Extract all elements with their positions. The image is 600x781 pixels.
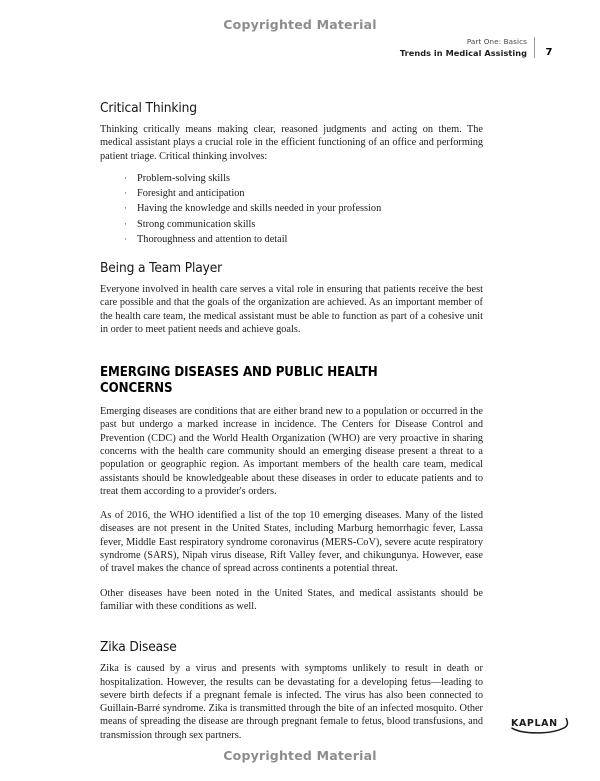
running-head-part: Part One: Basics — [466, 37, 527, 46]
kaplan-logo-icon — [509, 712, 575, 738]
list-item — [124, 217, 483, 232]
paragraph-emerging-diseases-overview: Emerging diseases are conditions that are either brand new to a population or occurred in the past but undergo a marked increase in incidence. The Centers for Disease Control and Prevention (CDC) and the World Health Organization (WHO) are very proactive in sharing concerns with the health care community should an emerging disease present a threat to a population or geographic region. As important members of the health care team, medical assistants should be knowledgeable about these diseases in order to educate patients and to treat them according to a provider's orders. — [100, 406, 483, 497]
copyright-watermark-bottom: Copyrighted Material — [223, 748, 377, 763]
bullet-icon: · — [124, 218, 127, 229]
paragraph-zika-disease: Zika is caused by a virus and presents with symptoms unlikely to result in death or hospitalization. However, the results can be devastating for a developing fetus—leading to severe birth defects if a pregnant female is infected. The virus has also been connected to Guillain-Barré syndrome. Zika is transmitted through the bite of an infected mosquito. Other means of spreading the disease are through pregnant female to fetus, blood transfusions, and transmission through sex partners. — [100, 663, 483, 741]
list-item-label: Having the knowledge and skills needed in your profession — [137, 203, 382, 215]
list-item — [124, 171, 483, 186]
paragraph-who-top-ten-diseases: As of 2016, the WHO identified a list of the top 10 emerging diseases. Many of the listed diseases are not present in the United States, including Marburg hemorrhagic fever, Lassa fever, Middle East respiratory syndrome coronavirus (MERS-CoV), severe acute respiratory syndrome (SARS), Nipah virus disease, Rift Valley fever, and chikungunya. However, ease of travel makes the chance of spread across continents a potential threat. — [100, 510, 483, 575]
bullet-icon: · — [124, 233, 127, 244]
running-head-text — [400, 36, 534, 59]
list-item-label: Problem-solving skills — [137, 172, 230, 184]
section-spacer — [100, 624, 483, 640]
paragraph-being-a-team-player: Everyone involved in health care serves a vital role in ensuring that patients receive the best care possible and that the goals of the organization are achieved. As an important member of the health care team, the medical assistant must be able to function as part of a cohesive unit in order to meet patient needs and achieve goals. — [100, 283, 483, 335]
list-item — [124, 186, 483, 201]
heading-being-a-team-player: Being a Team Player — [100, 260, 223, 276]
section-critical-thinking — [100, 101, 483, 247]
bullet-icon: · — [124, 172, 127, 183]
list-item — [124, 201, 483, 216]
list-item-label: Strong communication skills — [137, 218, 256, 230]
heading-zika-disease: Zika Disease — [100, 640, 177, 656]
running-head-chapter: Trends in Medical Assisting — [399, 48, 527, 58]
section-zika-disease — [100, 640, 483, 742]
list-item — [124, 232, 483, 247]
page-text-column — [100, 101, 483, 753]
section-emerging-diseases — [100, 365, 483, 613]
heading-emerging-diseases: EMERGING DISEASES AND PUBLIC HEALTH CONCERNS — [100, 365, 378, 397]
critical-thinking-bullet-list — [100, 171, 483, 247]
bullet-icon: · — [124, 203, 127, 214]
kaplan-logo — [509, 712, 575, 738]
kaplan-logo-wordmark: KAPLAN — [511, 718, 558, 729]
paragraph-other-diseases: Other diseases have been noted in the United States, and medical assistants should be familiar with these conditions as well. — [100, 587, 483, 612]
copyright-watermark-top: Copyrighted Material — [223, 17, 377, 32]
bullet-icon: · — [124, 188, 127, 199]
running-head — [400, 36, 563, 59]
list-item-label: Foresight and anticipation — [137, 188, 245, 200]
section-spacer — [100, 347, 483, 365]
page-number: 7 — [545, 47, 553, 58]
paragraph-critical-thinking-intro: Thinking critically means making clear, reasoned judgments and acting on them. The medical assistant plays a crucial role in the efficient functioning of an office and performing patient triage. Critical thinking involves: — [100, 124, 483, 162]
heading-critical-thinking: Critical Thinking — [100, 101, 197, 116]
list-item-label: Thoroughness and attention to detail — [137, 233, 288, 245]
section-being-a-team-player — [100, 261, 483, 336]
